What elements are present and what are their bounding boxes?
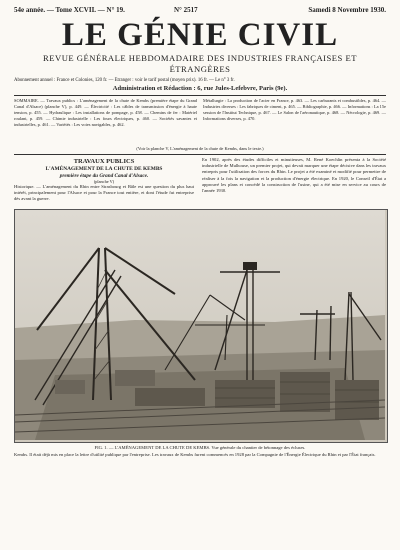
article-columns: [14, 157, 386, 207]
masthead-title: LE GÉNIE CIVIL: [61, 17, 339, 53]
article-body: Historique. — L'aménagement du Rhin entre Strasbourg et Bâle est une question du plus haut intérêt, principalement pour l'Alsace et pour la France tout entière, et dont l'étude fut entreprise dès avant la guerre.: [14, 184, 194, 202]
summary-right: Métallurgie : La production de l'acier en France, p. 463. — Les carburants et combustibles, p. 464. — Industries diverses : Les fabriques de ciment, p. 465. — Bibliographie, p. 466. — Informations : La 15e session de l'Institut Technique, p. 467. — Le Salon de l'aéronautique, p. 468. — Nécrologie, p. 469. — Informations diverses, p. 470.: [203, 98, 386, 121]
construction-photo: [14, 209, 388, 443]
divider: [14, 95, 386, 96]
summary-left: SOMMAIRE. — Travaux publics : L'aménagement de la chute de Kembs (première étape du Grand Canal d'Alsace) (planche V), p. 449. — Électricité : Les câbles de transmission d'énergie à haute tension, p. 455. — Hydraulique : Les installations de pompage, p. 458. — Chemins de fer : Matériel roulant, p. 459. — Chimie industrielle : Les fours électriques, p. 460. — Sociétés savantes et industrielles, p. 461. — Variétés : Les voies navigables, p. 462.: [14, 98, 197, 127]
construction-photo-drawing: [15, 210, 385, 440]
divider: [14, 154, 386, 155]
header-year: 54e année. — Tome XCVII. — N° 19.: [14, 6, 125, 14]
article-plate: (planche V): [93, 179, 115, 184]
newspaper-page: [14, 4, 386, 546]
bottom-text: Kembs. Il était déjà mis en place la lettre d'utilité publique par l'entreprise. Les travaux de Kembs furent commencés en 1928 par la Compagnie de l'Énergie Électrique du Rhin et par l'État français.: [14, 452, 376, 457]
masthead-subtitle: REVUE GÉNÉRALE HEBDOMADAIRE DES INDUSTRIES FRANÇAISES ET ÉTRANGÈRES: [43, 53, 357, 74]
figure-caption: FIG. 1. — L'AMÉNAGEMENT DE LA CHUTE DE KEMBS. Vue générale du chantier de bétonnage des écluses.: [94, 445, 306, 450]
article-right-column: En 1902, après des études difficiles et minutieuses, M. René Koechlin présenta à la Société industrielle de Mulhouse, un premier projet, qui devait marquer une étape décisive dans les travaux entrepris pour l'utilisation des forces du Rhin. Le projet a été examiné et modifié pour permettre de réaliser à la fois la navigation et la production d'énergie électrique. En 1920, le Conseil d'État a approuvé les plans et concédé la construction de l'usine, qui a été mise en service au cours de l'année 1930.: [202, 157, 386, 194]
administration-line: Administration et Rédaction : 6, rue Jules-Lefebvre, Paris (9e).: [112, 85, 288, 92]
section-title: TRAVAUX PUBLICS: [73, 158, 135, 165]
subscription-line: Abonnement annuel : France et Colonies, 120 fr. — Étranger : voir le tarif postal (moyen prix). 16 fr. — Le n° 3 fr.: [14, 78, 235, 83]
article-subtitle: première étape du Grand Canal d'Alsace.: [59, 173, 149, 179]
header-number: N° 2517: [174, 6, 198, 14]
article-left-column: [14, 157, 194, 207]
header-line: [14, 4, 386, 16]
summary-note: (Voir la planche V, L'aménagement de la chute de Kembs, dans le texte.): [136, 146, 264, 151]
header-date: Samedi 8 Novembre 1930.: [308, 6, 386, 14]
article-title: L'AMÉNAGEMENT DE LA CHUTE DE KEMBS: [45, 166, 163, 172]
crane-cabin: [243, 262, 257, 270]
summary: [14, 98, 386, 146]
